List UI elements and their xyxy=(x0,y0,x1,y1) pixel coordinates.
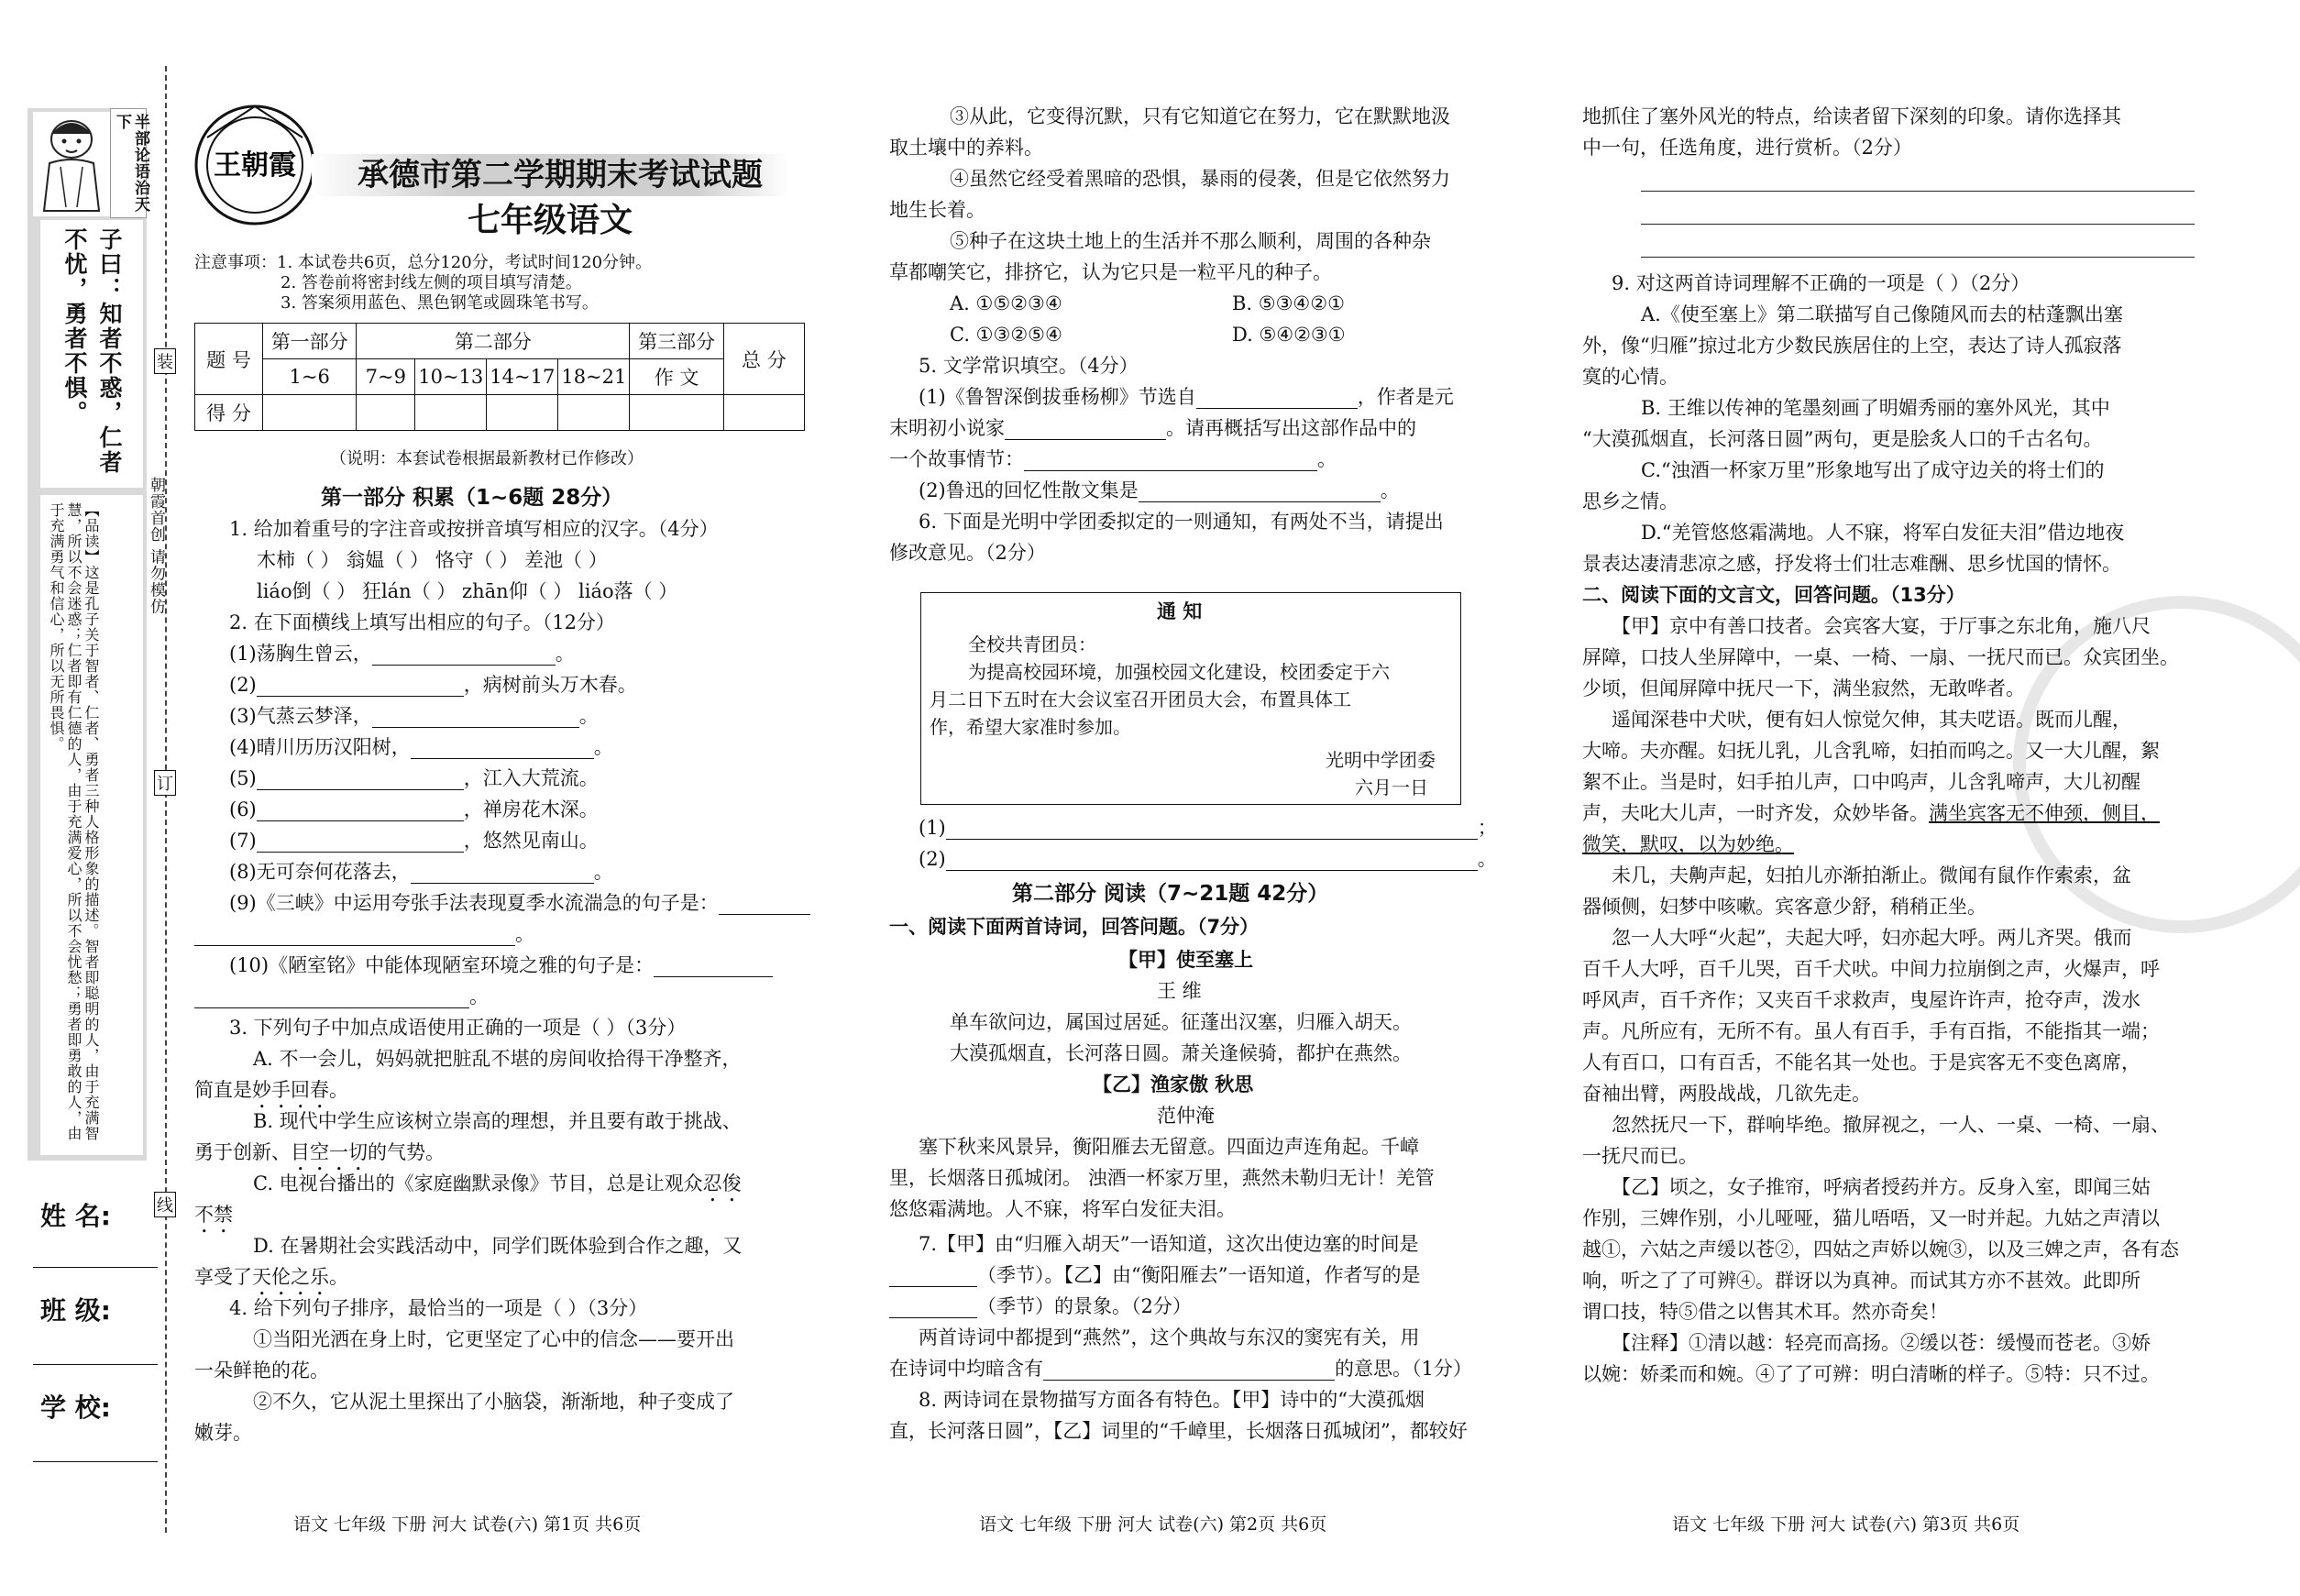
table-header-total: 总 分 xyxy=(723,324,804,395)
q2-7-num: (7) xyxy=(229,830,257,852)
q2-1: (1)荡胸生曾云， 。 xyxy=(229,643,575,665)
q7-text2: （季节）的景象。（2分） xyxy=(977,1295,1192,1317)
q2-10-text: (10)《陋室铭》中能体现陋室环境之雅的句子是： xyxy=(229,954,655,976)
answer-blank[interactable] xyxy=(719,896,810,915)
notice-body-3: 作，希望大家准时参加。 xyxy=(930,716,1131,738)
notes-1: 注意事项：1. 本试卷共6页，总分120分，考试时间120分钟。 xyxy=(194,253,653,272)
score-cell[interactable] xyxy=(357,395,415,431)
poem-a-author: 王 维 xyxy=(1157,980,1202,1002)
q5-2-text: (2)鲁迅的回忆性散文集是 xyxy=(919,479,1139,501)
name-field-line[interactable] xyxy=(33,1267,158,1268)
notice-signature: 光明中学团委 xyxy=(1326,749,1436,771)
q4: 4. 给下列句子排序，最恰当的一项是（ ）（3分） xyxy=(229,1297,648,1319)
answer-blank[interactable] xyxy=(946,820,1478,840)
classical-a-4: 遥闻深巷中犬吠，便有妇人惊觉欠伸，其夫呓语。既而儿醒， xyxy=(1612,709,2131,731)
name-field-label: 姓 名: xyxy=(40,1201,111,1231)
q2-7 xyxy=(229,829,599,853)
q3-a-cont xyxy=(194,1078,348,1113)
answer-blank[interactable] xyxy=(257,677,464,697)
section-part1: 第一部分 积累（1~6题 28分） xyxy=(321,486,623,510)
q2-7-text: ，悠然见南山。 xyxy=(463,830,599,852)
q9-c-cont: 思乡之情。 xyxy=(1582,490,1678,512)
q6-answer-1-label: (1) xyxy=(919,817,946,839)
q3-b-cont xyxy=(194,1140,445,1175)
q6-answer-2: (2) 。 xyxy=(919,848,1497,870)
q6-answer-1: (1) ； xyxy=(919,817,1497,839)
answer-line[interactable] xyxy=(1641,224,2195,225)
q8: 8. 两诗词在景物描写方面各有特色。【甲】诗中的“大漠孤烟 xyxy=(919,1389,1425,1411)
q9-a-cont: 外，像“归雁”掠过北方少数民族居住的上空，表达了诗人孤寂落 xyxy=(1582,335,2122,357)
q5-1-cont xyxy=(889,416,1416,440)
answer-line[interactable] xyxy=(1641,257,2195,258)
q2-5-num: (5) xyxy=(229,767,257,789)
q9-d[interactable]: D.“羌管悠悠霜满地。人不寐，将军白发征夫泪”借边地夜 xyxy=(1641,522,2125,544)
score-cell[interactable] xyxy=(263,395,357,431)
q5-1-text: (1)《鲁智深倒拔垂杨柳》节选自 xyxy=(919,386,1196,408)
q7: 7.【甲】由“归雁入胡天”一语知道，这次出使边塞的时间是 xyxy=(919,1233,1419,1255)
classical-a-1: 【甲】京中有善口技者。会宾客大宴，于厅事之东北角，施八尺 xyxy=(1612,615,2151,637)
q4-4-cont: 地生长着。 xyxy=(889,199,985,221)
poem-a-title: 【甲】使至塞上 xyxy=(1118,949,1253,971)
q2-3-text: (3)气蒸云梦泽， xyxy=(229,705,372,727)
q3-a-text: 简直是 xyxy=(194,1079,252,1101)
notes-3: 3. 答案须用蓝色、黑色钢笔或圆珠笔书写。 xyxy=(281,293,599,313)
classical-a-6: 絮不止。当是时，妇手拍儿声，口中呜声，儿含乳啼声，大儿初醒 xyxy=(1582,771,2140,793)
notice-date: 六月一日 xyxy=(1355,776,1428,798)
answer-blank[interactable] xyxy=(257,802,464,821)
answer-blank[interactable] xyxy=(1196,390,1358,409)
reading-section-2: 二、阅读下面的文言文，回答问题。（13分） xyxy=(1582,584,1965,606)
q2-4-text: (4)晴川历历汉阳树， xyxy=(229,736,411,758)
q2-1-text: (1)荡胸生曾云， xyxy=(229,643,372,665)
q5-1-cont2: 一个故事情节： 。 xyxy=(889,448,1337,470)
sidebar-quote: 子曰：知者不惑，仁者不忧，勇者不惧。 xyxy=(61,227,123,475)
q3-d: D. 在暑期社会实践活动中，同学们既体验到合作之趣，又 xyxy=(253,1235,743,1257)
classical-a-14: 声。凡所应有，无所不有。虽人有百手，手有百指，不能指其一端； xyxy=(1582,1020,2160,1042)
classical-a-5: 大啼。夫亦醒。妇抚儿乳，儿含乳啼，妇拍而呜之。又一大儿醒，絮 xyxy=(1582,740,2160,762)
answer-blank[interactable] xyxy=(1043,1361,1335,1381)
answer-blank[interactable] xyxy=(257,771,464,790)
q5-1-text3: 末明初小说家 xyxy=(889,417,1005,439)
classical-a-7 xyxy=(1582,801,2160,825)
q2-6-num: (6) xyxy=(229,798,257,820)
answer-blank[interactable] xyxy=(889,1299,977,1318)
answer-blank[interactable] xyxy=(1005,421,1166,440)
q9-a-cont2: 寞的心情。 xyxy=(1582,366,1678,388)
strip-title: 半部论语治天下 xyxy=(113,114,149,213)
q2-10-cont: 。 xyxy=(194,985,489,1008)
classical-a-7-underline: 满坐宾客无不伸颈，侧目， xyxy=(1929,802,2160,824)
q9-d-cont: 景表达凄清悲凉之感，抒发将士们壮志难酬、思乡忧国的情怀。 xyxy=(1582,553,2121,575)
q2-5-text: ，江入大荒流。 xyxy=(463,767,599,789)
cut-word-3: 线 xyxy=(154,1192,176,1217)
q2-8-text: (8)无可奈何花落去， xyxy=(229,861,411,883)
q9-a[interactable]: A.《使至塞上》第二联描写自己像随风而去的枯蓬飘出塞 xyxy=(1641,303,2123,325)
q4-1-cont: 一朵鲜艳的花。 xyxy=(194,1359,329,1381)
q4-5-cont: 草都嘲笑它，排挤它，认为它只是一粒平凡的种子。 xyxy=(889,261,1332,283)
q6-answer-2-label: (2) xyxy=(919,848,946,870)
poem-b-line-3: 悠悠霜满地。人不寐，将军白发征夫泪。 xyxy=(889,1198,1236,1220)
answer-blank[interactable] xyxy=(194,927,515,946)
score-cell[interactable] xyxy=(415,395,487,431)
q2-9-text: (9)《三峡》中运用夸张手法表现夏季水流湍急的句子是： xyxy=(229,892,719,914)
table-row-score-label: 得 分 xyxy=(195,395,263,431)
classical-b-4: 响，听之了了可辨④。群讶以为真神。而试其方亦不甚效。此即所 xyxy=(1582,1270,2140,1292)
answer-blank[interactable] xyxy=(1139,483,1381,502)
q5-1-text2: ，作者是元 xyxy=(1357,386,1454,408)
classical-b-2: 作别，三婢作别，小儿哑哑，猫儿唔唔，又一时并起。九姑之声清以 xyxy=(1582,1207,2160,1229)
classical-a-17: 忽然抚尺一下，群响毕绝。撤屏视之，一人、一桌、一椅、一扇、 xyxy=(1612,1114,2170,1136)
classical-a-13: 呼风声，百千齐作；又夹百千求救声，曳屋许许声，抢夺声，泼水 xyxy=(1582,989,2140,1011)
q3-c-cont: 不禁 xyxy=(194,1204,233,1226)
poem-a-line-2: 大漠孤烟直，长河落日圆。萧关逢候骑，都护在燕然。 xyxy=(950,1042,1412,1064)
q1-row1: 木柿（ ） 翁媪（ ） 恪守（ ） 差池（ ） xyxy=(257,549,608,571)
answer-blank[interactable] xyxy=(1024,452,1317,471)
q3-a-end: 。 xyxy=(329,1079,348,1101)
annotation-1: 【注释】①清以越：轻亮而高扬。②缓以苍：缓慢而苍老。③娇 xyxy=(1612,1332,2151,1354)
q2-6 xyxy=(229,798,599,821)
cut-word-1: 装 xyxy=(154,348,176,374)
answer-blank[interactable] xyxy=(411,864,594,884)
q5-2: (2)鲁迅的回忆性散文集是 。 xyxy=(919,479,1400,501)
table-header-qno: 题 号 xyxy=(195,324,263,395)
q4-1: ①当阳光洒在身上时，它更坚定了心中的信念——要开出 xyxy=(253,1328,734,1350)
notice-body-2: 月二日下五时在大会议室召开团员大会，布置具体工 xyxy=(930,688,1351,710)
exam-subtitle: 七年级语文 xyxy=(468,202,633,239)
classical-b-3: 越①，六姑之声缓以苍②，四姑之声娇以婉③，以及三婢之声，各有态 xyxy=(1582,1238,2179,1260)
q3-d-idiom: 天伦之乐 xyxy=(252,1266,329,1288)
classical-a-15: 人有百口，口有百舌，不能名其一处也。于是宾客无不变色离席， xyxy=(1582,1051,2140,1073)
q2: 2. 在下面横线上填写出相应的句子。（12分） xyxy=(229,611,615,633)
q7-2-text2: 的意思。（1分） xyxy=(1335,1358,1472,1380)
classical-a-12: 百千人大呼，百千儿哭，百千犬吠。中间力拉崩倒之声，火爆声，呼 xyxy=(1582,958,2160,980)
answer-blank[interactable] xyxy=(411,740,594,759)
classical-a-7-text: 声，夫叱大儿声，一时齐发，众妙毕备。 xyxy=(1582,802,1929,824)
q9-b-cont: “大漠孤烟直，长河落日圆”两句，更是脍炙人口的千古名句。 xyxy=(1582,428,2103,450)
poem-a-line-1: 单车欲问边，属国过居延。征蓬出汉塞，归雁入胡天。 xyxy=(950,1011,1412,1033)
classical-a-16: 奋袖出臂，两股战战，几欲先走。 xyxy=(1582,1083,1871,1105)
notice-body-1: 为提高校园环境，加强校园文化建设，校团委定于六 xyxy=(968,661,1390,683)
q9-c[interactable]: C.“浊酒一杯家万里”形象地写出了成守边关的将士们的 xyxy=(1641,459,2105,481)
annotation-2: 以婉：娇柔而和婉。④了了可辨：明白清晰的样子。⑤特：只不过。 xyxy=(1582,1363,2160,1385)
poem-b-title: 【乙】渔家傲 秋思 xyxy=(1093,1073,1254,1095)
q5-1-text4: 。请再概括写出这部作品中的 xyxy=(1166,417,1416,439)
table-header-part2: 第二部分 xyxy=(357,324,630,359)
q2-5 xyxy=(229,766,599,790)
q2-9 xyxy=(229,891,810,915)
answer-blank[interactable] xyxy=(257,833,464,853)
q9-b[interactable]: B. 王维以传神的笔墨刻画了明媚秀丽的塞外风光，其中 xyxy=(1641,397,2110,419)
table-cell-range: 7~9 xyxy=(357,359,415,395)
classical-a-9: 未几，夫齁声起，妇拍儿亦渐拍渐止。微闻有鼠作作索索，盆 xyxy=(1612,864,2131,886)
section-part2: 第二部分 阅读（7~21题 42分） xyxy=(1012,882,1329,906)
score-cell[interactable] xyxy=(630,395,723,431)
school-field-line[interactable] xyxy=(33,1461,158,1462)
cut-word-2: 订 xyxy=(154,770,176,796)
logo-text: 王朝霞 xyxy=(214,149,296,182)
notice-addressee: 全校共青团员： xyxy=(968,633,1096,655)
q3-b-idiom: 目空一切 xyxy=(291,1141,368,1163)
footer-page-1: 语文 七年级 下册 河大 试卷(六) 第1页 共6页 xyxy=(293,1514,642,1535)
brand-note: 朝霞首创 请勿模仿 xyxy=(147,477,165,615)
q8-cont2: 地抓住了塞外风光的特点，给读者留下深刻的印象。请你选择其 xyxy=(1582,105,2121,127)
q6: 6. 下面是光明中学团委拟定的一则通知，有两处不当，请提出 xyxy=(919,511,1444,533)
q3-a-idiom: 妙手回春 xyxy=(252,1079,329,1101)
footer-page-3: 语文 七年级 下册 河大 试卷(六) 第3页 共6页 xyxy=(1672,1514,2020,1535)
q4-option-b[interactable]: B. ⑤③④②① xyxy=(1232,292,1345,314)
q3-c xyxy=(253,1172,742,1206)
q3-d-cont: 享受了天伦之乐。 xyxy=(194,1266,348,1288)
answer-blank[interactable] xyxy=(372,709,579,728)
classical-a-10: 器倾侧，妇梦中咳嗽。宾客意少舒，稍稍正坐。 xyxy=(1582,896,1986,918)
q9: 9. 对这两首诗词理解不正确的一项是（ ）（2分） xyxy=(1612,272,2030,294)
q2-6-text: ，禅房花木深。 xyxy=(463,798,599,820)
answer-blank[interactable] xyxy=(889,1268,977,1287)
poem-b-author: 范仲淹 xyxy=(1157,1105,1215,1127)
table-cell-range: 1~6 xyxy=(263,359,357,395)
q4-5: ⑤种子在这块土地上的生活并不那么顺利，周围的各种杂 xyxy=(950,230,1431,252)
q7-2: 两首诗词中都提到“燕然”，这个典故与东汉的窦宪有关，用 xyxy=(919,1326,1420,1348)
q6-cont: 修改意见。（2分） xyxy=(889,542,1046,564)
q4-3: ③从此，它变得沉默，只有它知道它在努力，它在默默地汲 xyxy=(950,105,1450,127)
q3-b-end: 的气势。 xyxy=(368,1141,445,1163)
notes-2: 2. 答卷前将密封线左侧的项目填写清楚。 xyxy=(281,273,582,292)
q5-1-text5: 一个故事情节： xyxy=(889,448,1024,470)
score-cell[interactable] xyxy=(487,395,558,431)
q2-2-text: ，病树前头万木春。 xyxy=(463,674,637,696)
cut-line xyxy=(165,66,167,1533)
classical-a-3: 少顷，但闻屏障中抚尺一下，满坐寂然，无敢哗者。 xyxy=(1582,677,2025,699)
score-table xyxy=(194,323,805,431)
table-cell-range: 作 文 xyxy=(630,359,723,395)
poem-b-line-1: 塞下秋来风景异，衡阳雁去无留意。四面边声连角起。千嶂 xyxy=(919,1136,1419,1158)
q2-2-num: (2) xyxy=(229,674,257,696)
q2-4: (4)晴川历历汉阳树， 。 xyxy=(229,736,613,758)
classical-a-18: 一抚尺而已。 xyxy=(1582,1145,1698,1167)
classical-b-1: 【乙】顷之，女子推帘，呼病者授药并方。反身入室，即闻三姑 xyxy=(1612,1176,2151,1198)
q3: 3. 下列句子中加点成语使用正确的一项是（ ）（3分） xyxy=(229,1017,687,1039)
table-cell-range: 14~17 xyxy=(487,359,558,395)
q5: 5. 文学常识填空。（4分） xyxy=(919,355,1139,377)
table-header-part3: 第三部分 xyxy=(630,324,723,359)
q1: 1. 给加着重号的字注音或按拼音填写相应的汉字。（4分） xyxy=(229,518,719,540)
reading-section-1: 一、阅读下面两首诗词，回答问题。（7分） xyxy=(889,916,1260,938)
q2-3: (3)气蒸云梦泽， 。 xyxy=(229,705,599,727)
table-cell-range: 10~13 xyxy=(415,359,487,395)
footer-page-2: 语文 七年级 下册 河大 试卷(六) 第2页 共6页 xyxy=(979,1514,1327,1535)
q5-1 xyxy=(919,385,1454,409)
answer-blank[interactable] xyxy=(654,958,773,977)
q4-3-cont: 取土壤中的养料。 xyxy=(889,137,1043,159)
q3-d-text: 享受了 xyxy=(194,1266,252,1288)
q2-8: (8)无可奈何花落去， 。 xyxy=(229,861,613,883)
notice-title: 通 知 xyxy=(1157,600,1203,622)
q3-c-idiom: 忍俊 xyxy=(702,1172,742,1194)
q7-text: （季节）。【乙】由“衡阳雁去”一语知道，作者写的是 xyxy=(977,1264,1421,1286)
exam-title: 承德市第二学期期末考试试题 xyxy=(358,157,763,193)
q7-cont xyxy=(889,1263,1420,1287)
q4-2: ②不久，它从泥土里探出了小脑袋，渐渐地，种子变成了 xyxy=(253,1391,734,1413)
class-field-label: 班 级: xyxy=(40,1295,111,1326)
table-cell-range: 18~21 xyxy=(558,359,630,395)
score-cell[interactable] xyxy=(558,395,630,431)
q4-2-cont: 嫩芽。 xyxy=(194,1422,252,1444)
q2-9-cont: 。 xyxy=(194,922,534,946)
school-field-label: 学 校: xyxy=(40,1392,111,1423)
q4-option-a[interactable]: A. ①⑤②③④ xyxy=(950,292,1062,314)
q7-2-text: 在诗词中均暗含有 xyxy=(889,1358,1043,1380)
confucius-figure xyxy=(33,112,110,216)
q4-4: ④虽然它经受着黑暗的恐惧，暴雨的侵袭，但是它依然努力 xyxy=(950,168,1450,190)
answer-line[interactable] xyxy=(1641,191,2195,192)
q8-cont3: 中一句，任选角度，进行赏析。（2分） xyxy=(1582,137,1912,159)
q7-2-cont xyxy=(889,1357,1472,1381)
q2-10 xyxy=(229,953,773,977)
q3-c-text: C. 电视台播出的《家庭幽默录像》节目，总是让观众 xyxy=(253,1172,703,1194)
brand-logo xyxy=(191,101,319,229)
table-note: （说明：本套试卷根据最新教材已作修改） xyxy=(330,449,644,468)
q2-2 xyxy=(229,673,637,697)
classical-a-11: 忽一人大呼“火起”，夫起大呼，妇亦起大呼。两儿齐哭。俄而 xyxy=(1612,927,2132,949)
classical-a-8: 微笑，默叹，以为妙绝。 xyxy=(1582,833,1794,855)
q4-option-c[interactable]: C. ①③②⑤④ xyxy=(950,324,1062,346)
poem-b-line-2: 里，长烟落日孤城闭。 浊酒一杯家万里，燕然未勒归无计！羌管 xyxy=(889,1167,1435,1189)
q1-row2: liáo倒（ ） 狂lán（ ） zhān仰（ ） liáo落（ ） xyxy=(257,580,678,602)
answer-blank[interactable] xyxy=(194,989,469,1008)
sidebar-commentary: 【品读】这是孔子关于智者、仁者、勇者三种人格形象的描述。智者即聪明的人，由于充满智慧，所以不会迷惑；仁者即有仁德的人，由于充满爱心，所以不会忧愁；勇者即勇敢的人，由于充满勇气和信心，所以无所畏惧。 xyxy=(48,502,100,1141)
classical-a-2: 屏障，口技人坐屏障中，一桌、一椅、一扇、一抚尺而已。众宾团坐。 xyxy=(1582,646,2179,668)
q3-a: A. 不一会儿，妈妈就把脏乱不堪的房间收拾得干净整齐， xyxy=(253,1048,742,1070)
class-field-line[interactable] xyxy=(33,1364,158,1365)
q4-option-d[interactable]: D. ⑤④②③① xyxy=(1232,324,1346,346)
q3-b: B. 现代中学生应该树立崇高的理想，并且要有敢于挑战、 xyxy=(253,1110,742,1132)
q8-cont: 直，长河落日圆”，【乙】词里的“千嶂里，长烟落日孤城闭”，都较好 xyxy=(889,1420,1468,1442)
classical-b-5: 谓口技，特⑤借之以售其术耳。然亦奇矣！ xyxy=(1582,1301,1948,1323)
score-cell[interactable] xyxy=(723,395,804,431)
answer-blank[interactable] xyxy=(372,646,556,666)
q7-cont2 xyxy=(889,1294,1192,1318)
answer-blank[interactable] xyxy=(946,852,1478,871)
q3-b-text: 勇于创新、 xyxy=(194,1141,291,1163)
table-header-part1: 第一部分 xyxy=(263,324,357,359)
